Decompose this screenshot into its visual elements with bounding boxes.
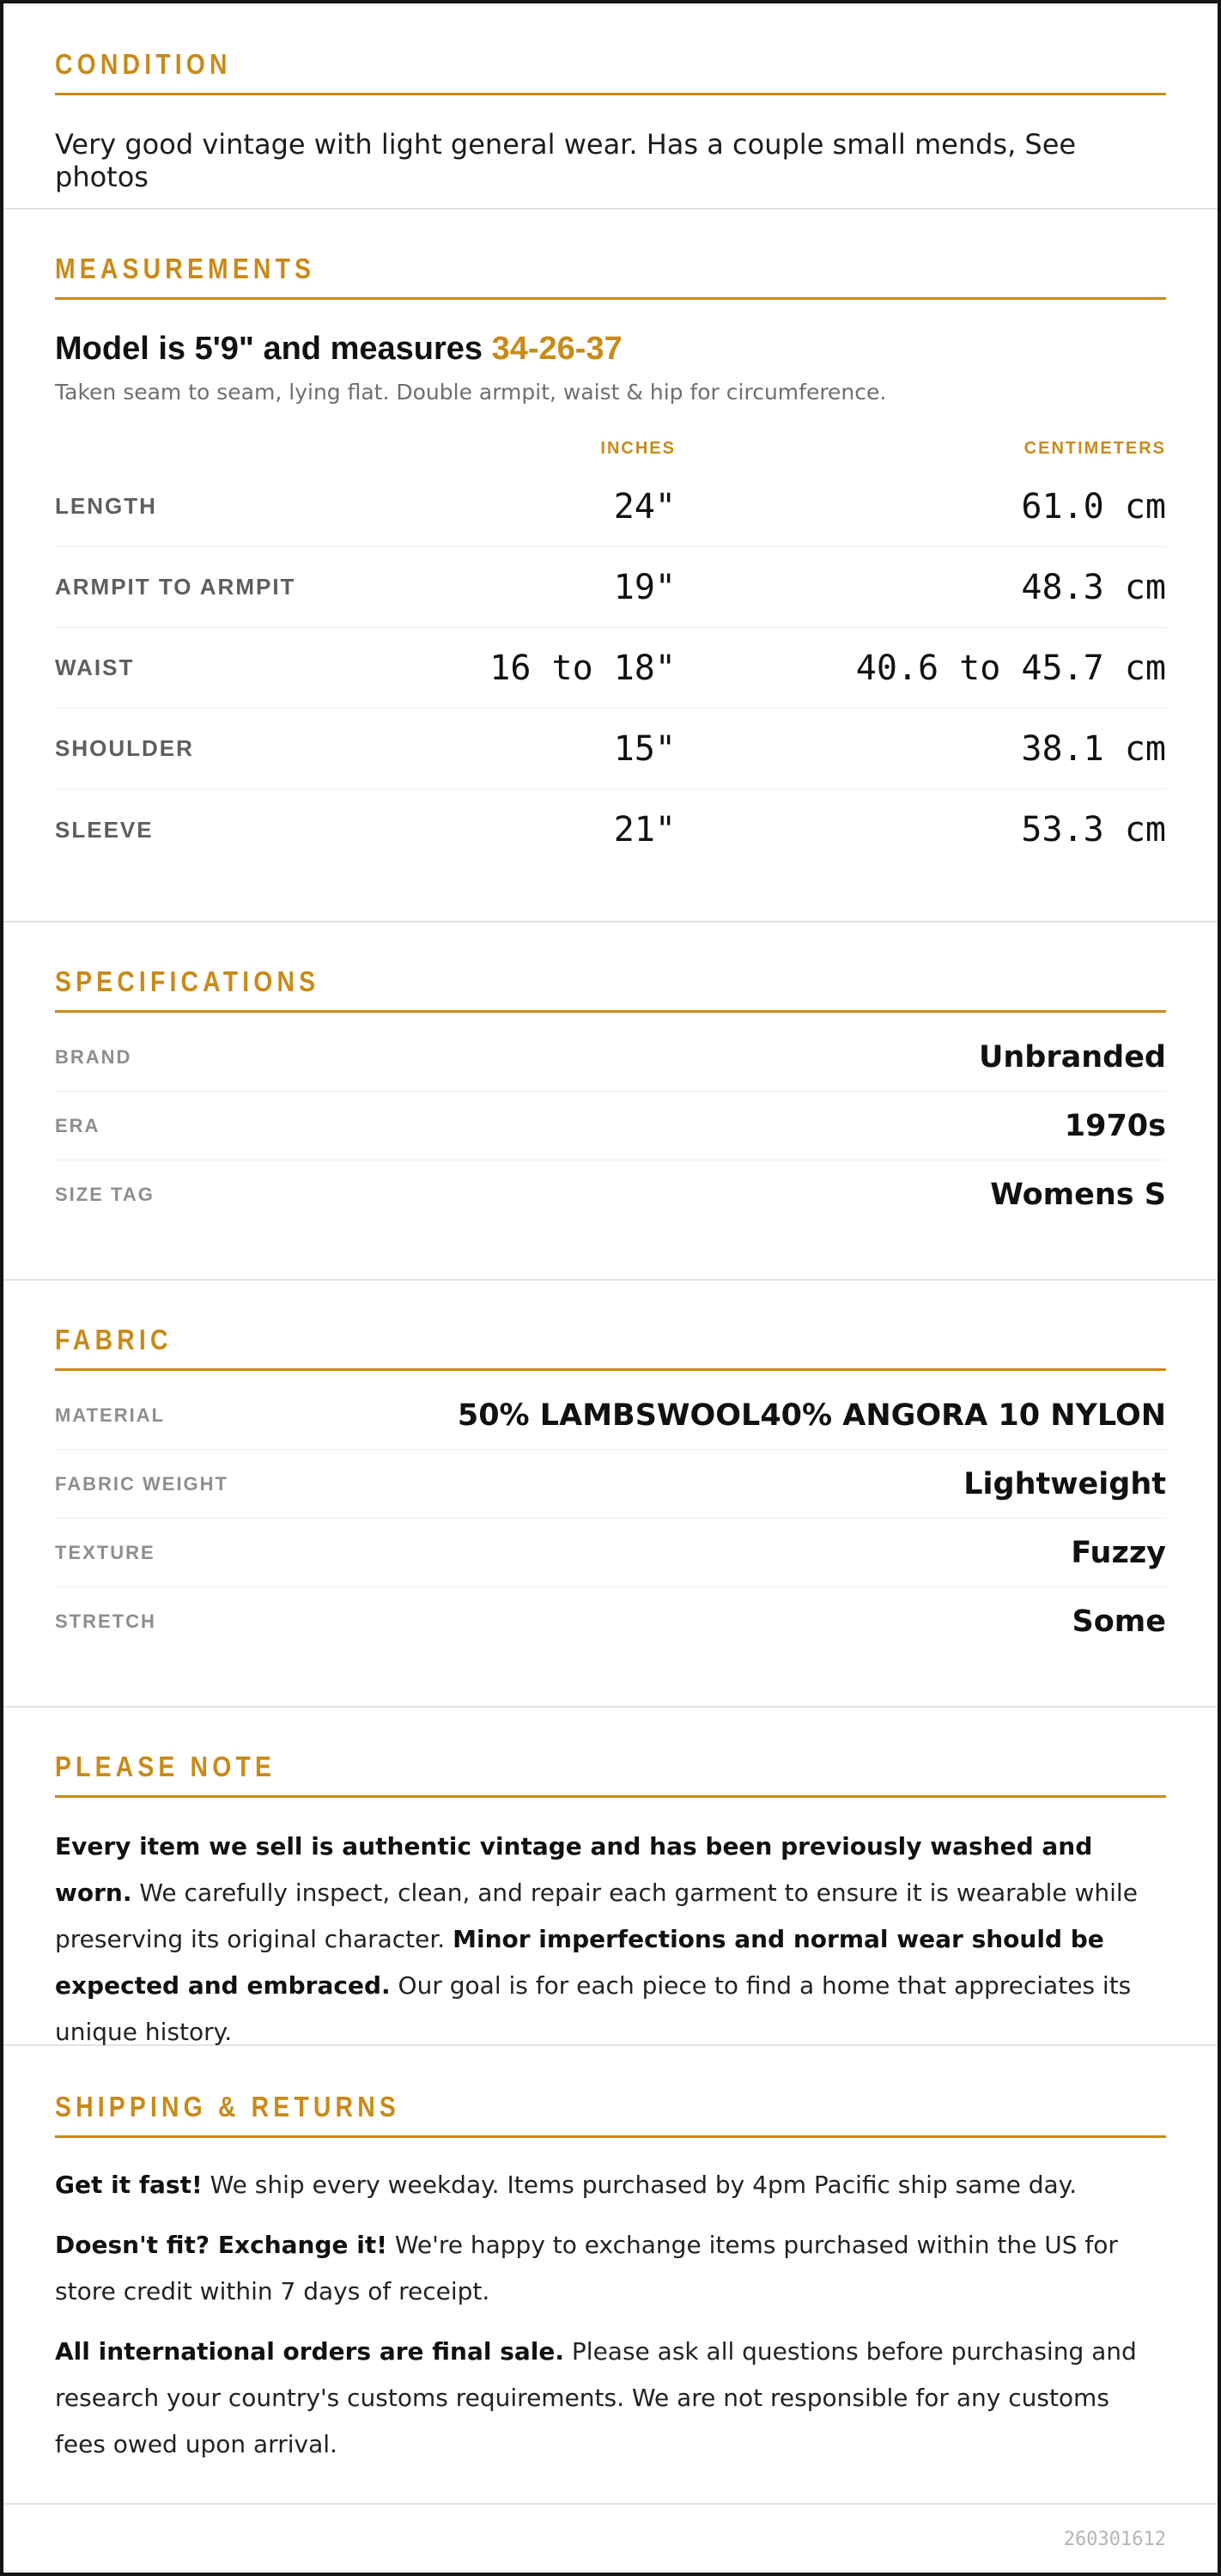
spec-value: 1970s: [1064, 1108, 1166, 1143]
fabric-row: [55, 1587, 1166, 1656]
table-row: [55, 628, 1166, 709]
measure-cm: 53.3 cm: [1021, 810, 1166, 850]
fabric-list: [55, 1381, 1166, 1656]
fabric-section: [3, 1281, 1218, 1708]
please-note-section: [3, 1708, 1218, 2046]
shipping-p1-text: We ship every weekday. Items purchased by 4pm Pacific ship same day.: [202, 2171, 1078, 2199]
measure-label: WAIST: [55, 655, 135, 680]
condition-heading-rule: [55, 48, 1166, 95]
col-inches: INCHES: [600, 438, 676, 458]
fabric-value: 50% LAMBSWOOL40% ANGORA 10 NYLON: [457, 1398, 1166, 1433]
shipping-p3: [55, 2329, 1166, 2468]
shipping-section: [3, 2046, 1218, 2505]
please-note-heading: PLEASE NOTE: [55, 1751, 276, 1782]
table-row: [55, 709, 1166, 789]
measurements-heading: MEASUREMENTS: [55, 253, 316, 284]
measurements-table: [55, 466, 1166, 870]
measure-inches: 19": [613, 567, 676, 607]
specifications-heading-rule: [55, 965, 1166, 1013]
measure-cm: 48.3 cm: [1021, 567, 1166, 607]
specifications-list: [55, 1023, 1166, 1229]
model-measure: 34-26-37: [491, 331, 623, 367]
footer: [3, 2505, 1218, 2550]
measure-cm: 40.6 to 45.7 cm: [855, 648, 1166, 688]
shipping-p3-bold: All international orders are final sale.: [55, 2337, 565, 2366]
table-row: [55, 466, 1166, 547]
measure-inches: 21": [613, 810, 676, 850]
table-row: [55, 547, 1166, 628]
spec-row: [55, 1160, 1166, 1229]
note-bold-1: Every item we sell is authentic vintage and has been previously washed and worn.: [55, 1832, 1093, 1907]
fabric-label: TEXTURE: [55, 1541, 155, 1563]
please-note-text: [55, 1824, 1166, 2055]
spec-label: SIZE TAG: [55, 1184, 155, 1205]
fabric-heading-rule: [55, 1324, 1166, 1371]
model-prefix: Model is 5'9" and measures: [55, 331, 492, 367]
measure-label: LENGTH: [55, 493, 157, 519]
specifications-heading: SPECIFICATIONS: [55, 965, 320, 997]
condition-section: [3, 3, 1218, 210]
shipping-p3-text: Please ask all questions before purchasing and research your country's customs requirements. We are not responsible for any customs fees owed upon arrival.: [55, 2337, 1137, 2458]
fabric-value: Some: [1072, 1605, 1166, 1639]
measurements-note: Taken seam to seam, lying flat. Double armpit, waist & hip for circumference.: [55, 380, 887, 405]
shipping-p1-bold: Get it fast!: [55, 2171, 203, 2199]
note-text-1: We carefully inspect, clean, and repair each garment to ensure it is wearable while preserving its original character.: [55, 1879, 1138, 1953]
spec-label: BRAND: [55, 1045, 132, 1068]
measure-cm: 38.1 cm: [1021, 728, 1166, 769]
shipping-p1: [55, 2162, 1166, 2208]
table-row: [55, 789, 1166, 870]
spec-value: Womens S: [990, 1178, 1166, 1212]
spec-label: ERA: [55, 1114, 100, 1136]
specifications-section: [3, 923, 1218, 1281]
note-text-2: Our goal is for each piece to find a home that appreciates its unique history.: [55, 1971, 1132, 2046]
spec-value: Unbranded: [978, 1039, 1166, 1075]
measure-inches: 24": [613, 486, 676, 527]
condition-text: Very good vintage with light general wear. Has a couple small mends, See photos: [55, 128, 1077, 193]
footer-id: 260301612: [1063, 2529, 1166, 2550]
fabric-heading: FABRIC: [55, 1324, 173, 1355]
fabric-row: [55, 1450, 1166, 1519]
spec-row: [55, 1023, 1166, 1092]
measurements-heading-rule: [55, 253, 1166, 300]
measure-label: SLEEVE: [55, 816, 154, 843]
measure-label: ARMPIT TO ARMPIT: [55, 574, 296, 600]
shipping-heading: SHIPPING & RETURNS: [55, 2091, 400, 2122]
model-statement: [55, 331, 1166, 368]
fabric-label: MATERIAL: [55, 1404, 166, 1426]
measure-inches: 15": [613, 728, 676, 769]
fabric-row: [55, 1519, 1166, 1587]
shipping-heading-rule: [55, 2091, 1166, 2138]
measurements-section: [3, 210, 1218, 923]
measure-label: SHOULDER: [55, 735, 194, 761]
fabric-label: FABRIC WEIGHT: [55, 1472, 228, 1495]
shipping-p2: [55, 2222, 1166, 2315]
note-bold-2: Minor imperfections and normal wear should be expected and embraced.: [55, 1925, 1104, 2000]
col-centimeters: CENTIMETERS: [1024, 438, 1166, 458]
measurements-table-header: [55, 435, 1166, 461]
condition-heading: CONDITION: [55, 48, 232, 80]
measure-inches: 16 to 18": [489, 648, 676, 688]
fabric-value: Fuzzy: [1071, 1535, 1166, 1570]
spec-row: [55, 1092, 1166, 1160]
please-note-heading-rule: [55, 1751, 1166, 1798]
shipping-p2-bold: Doesn't fit? Exchange it!: [55, 2231, 387, 2259]
fabric-value: Lightweight: [963, 1466, 1166, 1501]
shipping-p2-text: We're happy to exchange items purchased within the US for store credit within 7 days of receipt.: [55, 2231, 1118, 2305]
measure-cm: 61.0 cm: [1021, 486, 1166, 527]
fabric-label: STRETCH: [55, 1611, 156, 1632]
fabric-row: [55, 1381, 1166, 1450]
